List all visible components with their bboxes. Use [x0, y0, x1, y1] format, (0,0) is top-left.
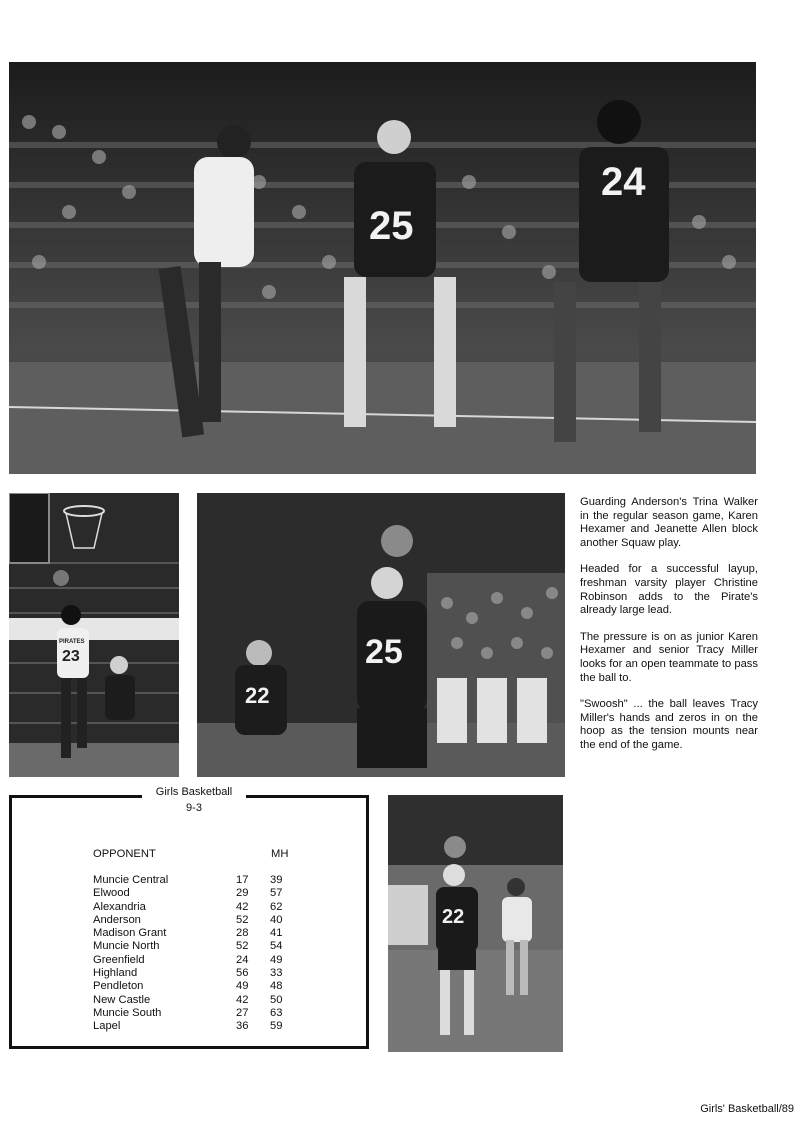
photo-free-throw: [388, 795, 563, 1052]
team-name: Muncie Central: [93, 874, 169, 886]
team-name: Muncie North: [93, 940, 160, 953]
table-row: [93, 1020, 304, 1033]
jersey-23: 23: [62, 648, 80, 665]
mh-score: 48: [270, 980, 283, 993]
table-row: [93, 940, 304, 953]
mh-score: 62: [270, 900, 283, 913]
table-row: [93, 994, 304, 1007]
jersey-24-top: 24: [601, 160, 646, 204]
opponent-score: 36: [236, 1020, 249, 1033]
mh-header: MH: [271, 848, 289, 860]
mh-score: 50: [270, 993, 283, 1006]
mh-score: 39: [270, 874, 283, 886]
opponent-score: 52: [236, 940, 249, 953]
table-row: [93, 914, 304, 927]
caption-pass: The pressure is on as junior Karen Hexamer and senior Tracy Miller looks for an open teammate to pass the ball to.: [580, 630, 758, 684]
opponent-score: 49: [236, 980, 249, 993]
opponent-score: 24: [236, 953, 249, 966]
team-name: New Castle: [93, 993, 151, 1006]
opponent-score: 17: [236, 874, 249, 886]
scores-table: [93, 874, 304, 1034]
team-name: Anderson: [93, 913, 141, 926]
team-name: Madison Grant: [93, 927, 167, 940]
table-row: [93, 1007, 304, 1020]
page-footer: Girls' Basketball/89: [700, 1103, 794, 1115]
opponent-score: 42: [236, 993, 249, 1006]
jersey-22-pass: 22: [245, 683, 270, 708]
team-name: Highland: [93, 967, 138, 980]
table-row: [93, 887, 304, 900]
table-row: [93, 901, 304, 914]
table-row: [93, 967, 304, 980]
opponent-score: 42: [236, 900, 249, 913]
caption-free-throw: "Swoosh" ... the ball leaves Tracy Miller's hands and zeros in on the hoop as the tension mounts near the end of the game.: [580, 698, 758, 751]
team-name: Muncie South: [93, 1006, 162, 1019]
table-row: [93, 927, 304, 940]
photo-top-game-action: [9, 62, 756, 474]
team-name: Elwood: [93, 887, 130, 900]
mh-score: 41: [270, 927, 283, 940]
opponent-score: 28: [236, 927, 249, 940]
opponent-score: 52: [236, 913, 249, 926]
team-name: Pendleton: [93, 980, 144, 993]
team-name: Greenfield: [93, 953, 145, 966]
scoreboard-record: 9-3: [186, 802, 202, 814]
opponent-score: 27: [236, 1006, 249, 1019]
jersey-25-top: 25: [369, 204, 414, 248]
photo-captions: [580, 496, 758, 766]
jersey-pirates-text: PIRATES: [59, 639, 85, 645]
mh-score: 49: [270, 953, 283, 966]
opponent-score: 56: [236, 967, 249, 980]
team-name: Lapel: [93, 1020, 121, 1033]
team-name: Alexandria: [93, 900, 146, 913]
opponent-score: 29: [236, 887, 249, 900]
mh-score: 59: [270, 1020, 283, 1033]
table-row: [93, 980, 304, 993]
photo-pass-pressure: [197, 493, 565, 777]
mh-score: 57: [270, 887, 283, 900]
jersey-25-pass: 25: [365, 633, 403, 671]
caption-top-photo: Guarding Anderson's Trina Walker in the regular season game, Karen Hexamer and Jeanette Allen block another Squaw play.: [580, 496, 758, 549]
caption-layup: Headed for a successful layup, freshman varsity player Christine Robinson adds to the Pirate's already large lead.: [580, 563, 758, 617]
table-row: [93, 874, 304, 887]
mh-score: 40: [270, 913, 283, 926]
mh-score: 63: [270, 1006, 283, 1019]
scoreboard-title: Girls Basketball: [142, 786, 246, 799]
jersey-22-freethrow: 22: [442, 906, 465, 928]
mh-score: 54: [270, 940, 283, 953]
opponent-header: OPPONENT: [93, 848, 156, 860]
mh-score: 33: [270, 967, 283, 980]
table-row: [93, 954, 304, 967]
photo-layup: [9, 493, 179, 777]
